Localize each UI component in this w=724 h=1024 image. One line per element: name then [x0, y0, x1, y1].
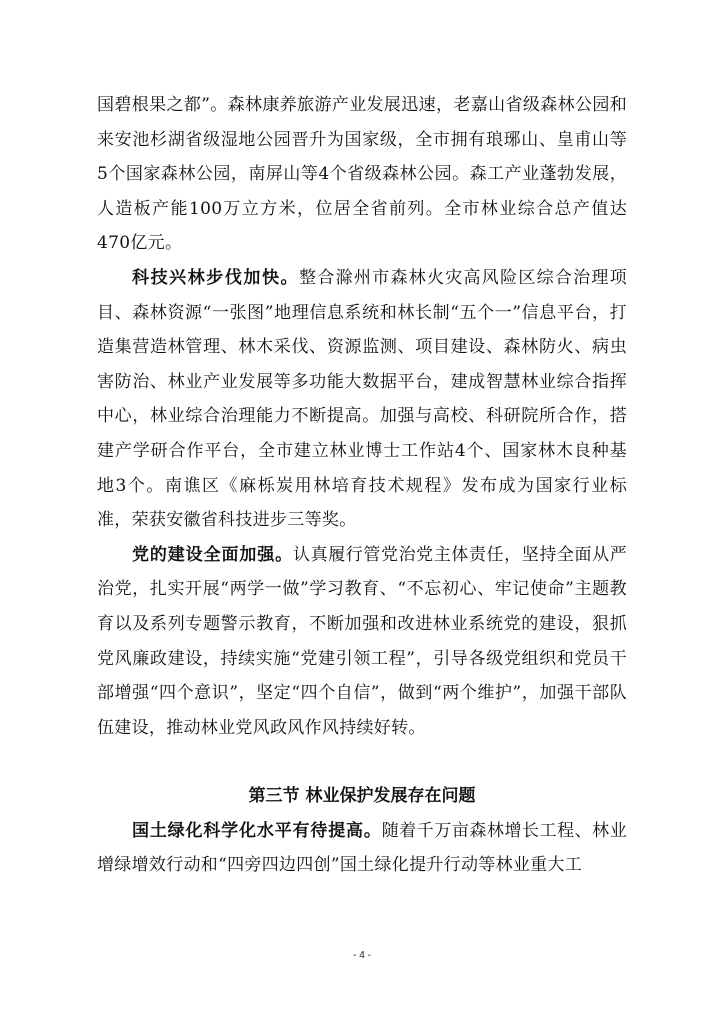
paragraph-greening — [97, 814, 627, 883]
section-heading: 第三节 林业保护发展存在问题 — [248, 786, 476, 807]
paragraph-text: 认真履行管党治党主体责任，坚持全面从严治党，扎实开展“两学一做”学习教育、“不忘初心、牢记使命”主题教育以及系列专题警示教育，不断加强和改进林业系统党的建设，狠抓党风廉政建设，持续实施“党建引领工程”，引导各级党组织和党员干部增强“四个意识”，坚定“四个自信”，做到“两个维护”，加强干部队伍建设，推动林业党风政风作风持续好转。 — [97, 544, 627, 738]
section-spacer — [97, 745, 627, 779]
document-body — [97, 88, 627, 883]
page-number: - 4 - — [353, 950, 371, 961]
paragraph-text: 国碧根果之都”。森林康养旅游产业发展迅速，老嘉山省级森林公园和来安池杉湖省级湿地公园晋升为国家级，全市拥有琅琊山、皇甫山等5个国家森林公园，南屏山等4个省级森林公园。森工产业蓬勃发展，人造板产能100万立方米，位居全省前列。全市林业综合总产值达470亿元。 — [97, 95, 627, 254]
paragraph-party-building — [97, 538, 627, 746]
paragraph-text: 整合滁州市森林火灾高风险区综合治理项目、森林资源“一张图”地理信息系统和林长制“五个一”信息平台，打造集营造林管理、林木采伐、资源监测、项目建设、森林防火、病虫害防治、林业产业发展等多功能大数据平台，建成智慧林业综合指挥中心，林业综合治理能力不断提高。加强与高校、科研院所合作，搭建产学研合作平台，全市建立林业博士工作站4个、国家林木良种基地3个。南谯区《麻栎炭用林培育技术规程》发布成为国家行业标准，荣获安徽省科技进步三等奖。 — [97, 267, 627, 531]
paragraph-text: 随着千万亩森林增长工程、林业增绿增效行动和“四旁四边四创”国土绿化提升行动等林业重大工 — [97, 820, 627, 876]
paragraph-tech-forestry — [97, 261, 627, 538]
paragraph-lead: 国土绿化科学化水平有待提高。 — [132, 820, 382, 841]
paragraph-lead: 党的建设全面加强。 — [132, 544, 294, 565]
paragraph-forest-tourism — [97, 88, 627, 261]
paragraph-lead: 科技兴林步伐加快。 — [132, 267, 300, 288]
